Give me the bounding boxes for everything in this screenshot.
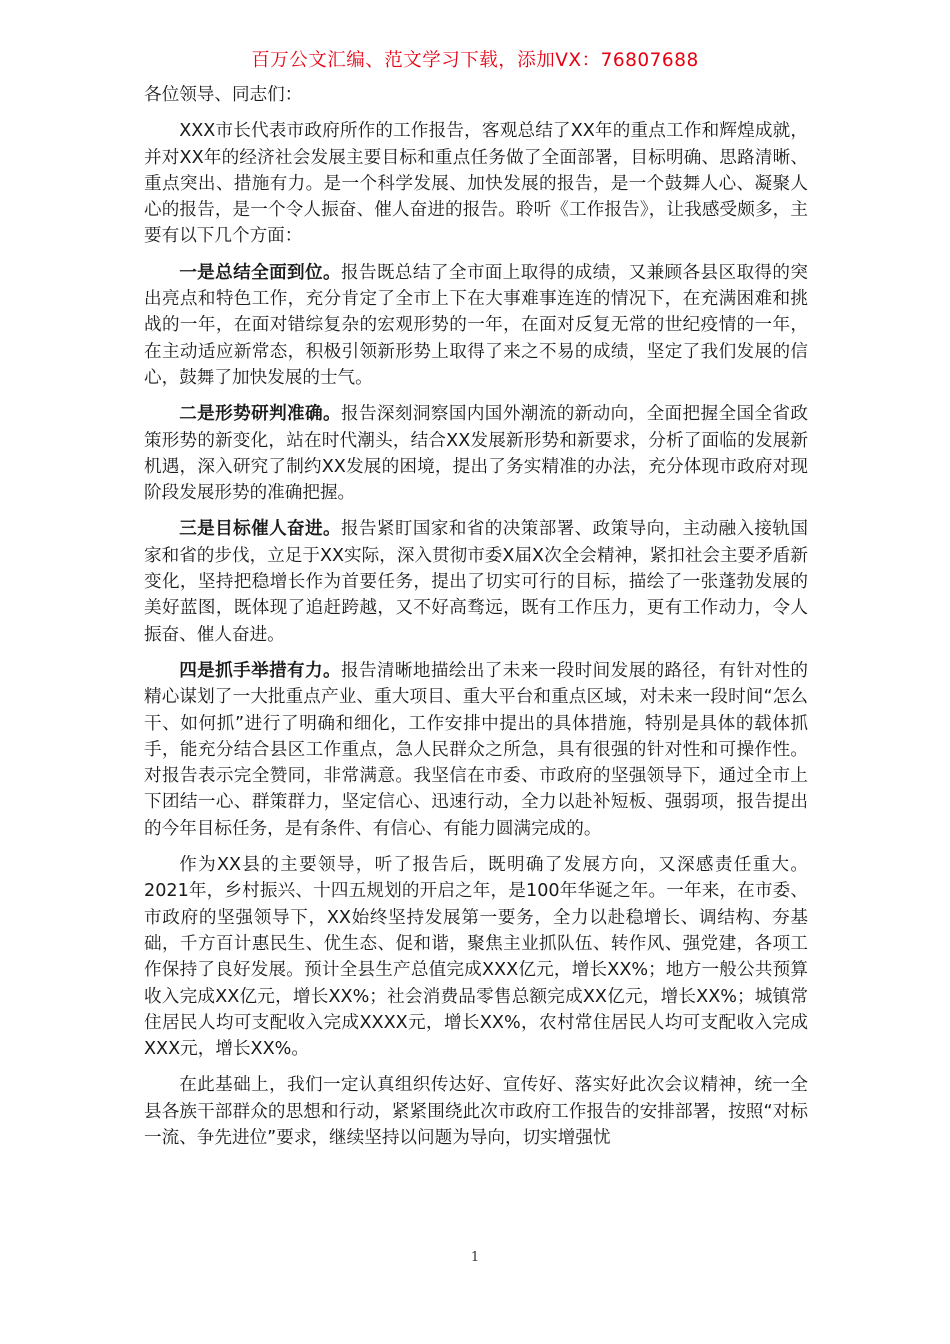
paragraph-text: 在此基础上，我们一定认真组织传达好、宣传好、落实好此次会议精神，统一全县各族干部群众的思想和行动，紧紧围绕此次市政府工作报告的安排部署，按照“对标一流、争先进位”要求，继续坚持以问题为导向，切实增强忧 [144,1075,808,1148]
paragraph-point-1 [144,260,808,391]
paragraph-text: 报告既总结了全市面上取得的成绩，又兼顾各县区取得的突出亮点和特色工作，充分肯定了全市上下在大事难事连连的情况下，在充满困难和挑战的一年，在面对错综复杂的宏观形势的一年，在面对反复无常的世纪疫情的一年，在主动适应新常态，积极引领新形势上取得了来之不易的成绩，坚定了我们发展的信心，鼓舞了加快发展的士气。 [144,262,808,388]
salutation: 各位领导、同志们： [144,85,303,105]
paragraph-lead: 四是抓手举措有力。 [179,660,341,681]
paragraph-text: XXX市长代表市政府所作的工作报告，客观总结了XX年的重点工作和辉煌成就，并对XX年的经济社会发展主要目标和重点任务做了全面部署，目标明确、思路清晰、重点突出、措施有力。是一个科学发展、加快发展的报告，是一个鼓舞人心、凝聚人心的报告，是一个令人振奋、催人奋进的报告。聆听《工作报告》，让我感受颇多，主要有以下几个方面： [144,121,808,247]
paragraph-lead: 二是形势研判准确。 [179,404,341,425]
header-banner: 百万公文汇编、范文学习下载，添加VX：76807688 [251,50,699,71]
paragraph-county-summary [144,852,808,1062]
paragraph-point-3 [144,516,808,647]
paragraph-point-2 [144,401,808,506]
paragraph-lead: 一是总结全面到位。 [179,262,341,283]
paragraph-text: 报告紧盯国家和省的决策部署、政策导向，主动融入接轨国家和省的步伐，立足于XX实际，深入贯彻市委X届X次全会精神，紧扣社会主要矛盾新变化，坚持把稳增长作为首要任务，提出了切实可行的目标，描绘了一张蓬勃发展的美好蓝图，既体现了追赶跨越，又不好高骛远，既有工作压力，更有工作动力，令人振奋、催人奋进。 [144,519,808,645]
page-number: 1 [470,1250,480,1265]
paragraph-point-4 [144,658,808,842]
paragraph-lead: 三是目标催人奋进。 [179,519,341,540]
paragraph-text: 报告深刻洞察国内国外潮流的新动向，全面把握全国全省政策形势的新变化，站在时代潮头，结合XX发展新形势和新要求，分析了面临的发展新机遇，深入研究了制约XX发展的困境，提出了务实精准的办法，充分体现市政府对现阶段发展形势的准确把握。 [144,404,808,504]
paragraph-text: 报告清晰地描绘出了未来一段时间发展的路径，有针对性的精心谋划了一大批重点产业、重大项目、重大平台和重点区域，对未来一段时间“怎么干、如何抓”进行了明确和细化，工作安排中提出的具体措施，特别是具体的载体抓手，能充分结合县区工作重点，急人民群众之所急，具有很强的针对性和可操作性。对报告表示完全赞同，非常满意。我坚信在市委、市政府的坚强领导下，通过全市上下团结一心、群策群力，坚定信心、迅速行动，全力以赴补短板、强弱项，报告提出的今年目标任务，是有条件、有信心、有能力圆满完成的。 [144,660,808,839]
paragraph-text: 作为XX县的主要领导，听了报告后，既明确了发展方向，又深感责任重大。2021年，乡村振兴、十四五规划的开启之年，是100年华诞之年。一年来，在市委、市政府的坚强领导下，XX始终坚持发展第一要务，全力以赴稳增长、调结构、夯基础，千方百计惠民生、优生态、促和谐，聚焦主业抓队伍、转作风、强党建，各项工作保持了良好发展。预计全县生产总值完成XXX亿元，增长XX%；地方一般公共预算收入完成XX亿元，增长XX%；社会消费品零售总额完成XX亿元，增长XX%；城镇常住居民人均可支配收入完成XXXX元，增长XX%，农村常住居民人均可支配收入完成XXX元，增长XX%。 [144,855,808,1060]
document-body [144,82,808,1161]
paragraph-commitment [144,1072,808,1151]
paragraph-intro [144,118,808,249]
